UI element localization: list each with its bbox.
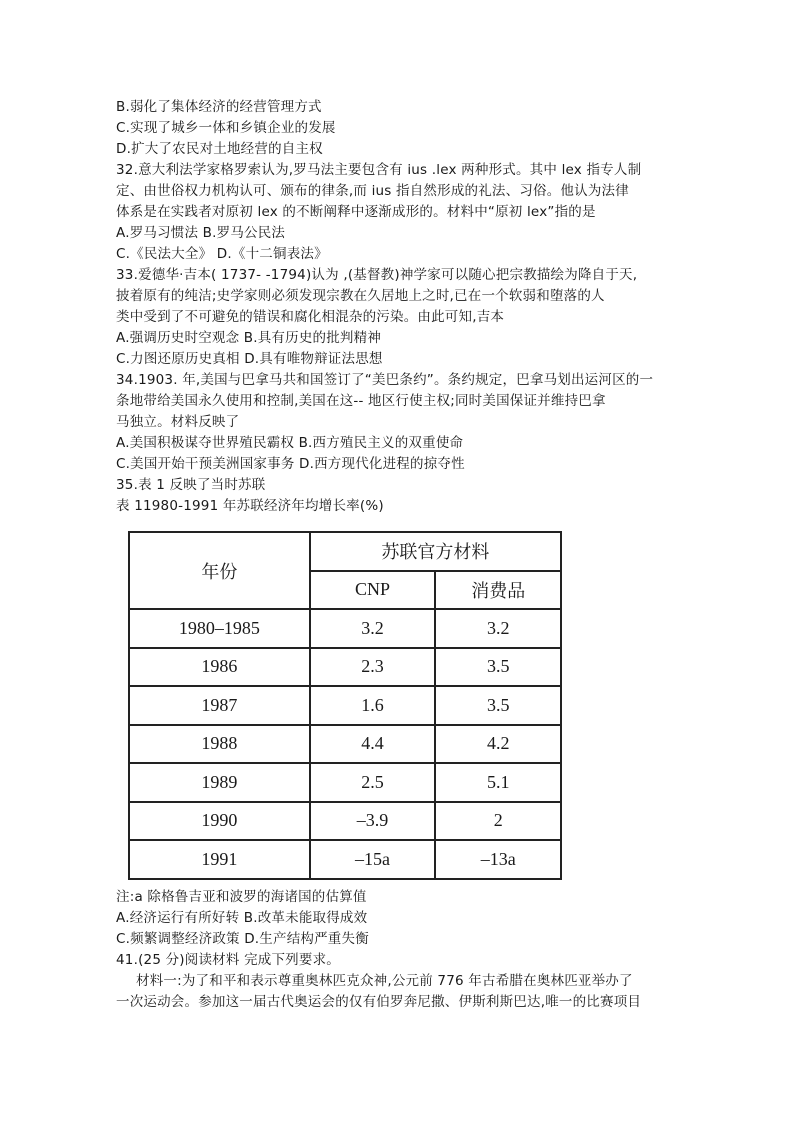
question-34-options-ab: A.美国积极谋夺世界殖民霸权 B.西方殖民主义的双重使命 [116,435,464,451]
cell-year: 1987 [129,686,310,725]
question-33-line3: 类中受到了不可避免的错误和腐化相混杂的污染。由此可知,吉本 [116,309,505,325]
cell-consumer: 3.5 [435,648,561,687]
cell-consumer: 2 [435,802,561,841]
cell-gnp: 2.5 [310,763,436,802]
cell-year: 1986 [129,648,310,687]
cell-consumer: 5.1 [435,763,561,802]
option-d-q31: D.扩大了农民对土地经营的自主权 [116,141,323,157]
question-32-line1: 32.意大利法学家格罗索认为,罗马法主要包含有 ius .lex 两种形式。其中 lex 指专人制 [116,162,642,178]
cell-gnp: 3.2 [310,609,436,648]
header-group: 苏联官方材料 [310,532,561,571]
table-note: 注:a 除格鲁吉亚和波罗的海诸国的估算值 [116,889,367,905]
option-c-q31: C.实现了城乡一体和乡镇企业的发展 [116,120,336,136]
table-row [129,686,561,725]
question-33-line2: 披着原有的纯洁;史学家则必须发现宗教在久居地上之时,已在一个软弱和堕落的人 [116,288,605,304]
soviet-growth-table [128,531,562,880]
question-33-options-ab: A.强调历史时空观念 B.具有历史的批判精神 [116,330,382,346]
question-34-options-cd: C.美国开始干预美洲国家事务 D.西方现代化进程的掠夺性 [116,456,465,472]
header-gnp: CNP [310,571,436,610]
cell-consumer: 4.2 [435,725,561,764]
question-33-line1: 33.爱德华·吉本( 1737- -1794)认为 ,(基督教)神学家可以随心把宗教描绘为降自于天, [116,267,638,283]
header-year: 年份 [129,532,310,609]
cell-gnp: 1.6 [310,686,436,725]
question-32-options-cd: C.《民法大全》 D.《十二铜表法》 [116,246,328,262]
question-34-line3: 马独立。材料反映了 [116,414,240,430]
cell-year: 1988 [129,725,310,764]
table-row [129,609,561,648]
cell-consumer: –13a [435,840,561,879]
cell-year: 1980–1985 [129,609,310,648]
cell-year: 1990 [129,802,310,841]
question-35-options-cd: C.频繁调整经济政策 D.生产结构严重失衡 [116,931,369,947]
table-row [129,840,561,879]
material-one-line1: 材料一:为了和平和表示尊重奥林匹克众神,公元前 776 年古希腊在奥林匹亚举办了 [136,973,633,989]
question-35-stem: 35.表 1 反映了当时苏联 [116,477,266,493]
cell-gnp: –3.9 [310,802,436,841]
question-41-stem: 41.(25 分)阅读材料 完成下列要求。 [116,952,340,968]
question-33-options-cd: C.力图还原历史真相 D.具有唯物辩证法思想 [116,351,383,367]
cell-gnp: 2.3 [310,648,436,687]
question-32-line2: 定、由世俗权力机构认可、颁布的律条,而 ius 指自然形成的礼法、习俗。他认为法律 [116,183,629,199]
question-34-line2: 条地带给美国永久使用和控制,美国在这-- 地区行使主权;同时美国保证并维持巴拿 [116,393,606,409]
question-34-line1: 34.1903. 年,美国与巴拿马共和国签订了“美巴条约”。条约规定，巴拿马划出运河区的一 [116,372,654,388]
cell-gnp: 4.4 [310,725,436,764]
header-consumer: 消费品 [435,571,561,610]
option-b-q31: B.弱化了集体经济的经营管理方式 [116,99,322,115]
cell-consumer: 3.5 [435,686,561,725]
cell-gnp: –15a [310,840,436,879]
material-one-line2: 一次运动会。参加这一届古代奥运会的仅有伯罗奔尼撒、伊斯利斯巴达,唯一的比赛项目 [116,994,642,1010]
question-32-options-ab: A.罗马习惯法 B.罗马公民法 [116,225,286,241]
question-35-options-ab: A.经济运行有所好转 B.改革未能取得成效 [116,910,368,926]
cell-consumer: 3.2 [435,609,561,648]
table-row [129,763,561,802]
table-caption: 表 11980-1991 年苏联经济年均增长率(%) [116,498,384,514]
question-32-line3: 体系是在实践者对原初 lex 的不断阐释中逐渐成形的。材料中“原初 lex”指的是 [116,204,596,220]
table-row [129,648,561,687]
table-row [129,725,561,764]
table-row [129,802,561,841]
cell-year: 1991 [129,840,310,879]
cell-year: 1989 [129,763,310,802]
